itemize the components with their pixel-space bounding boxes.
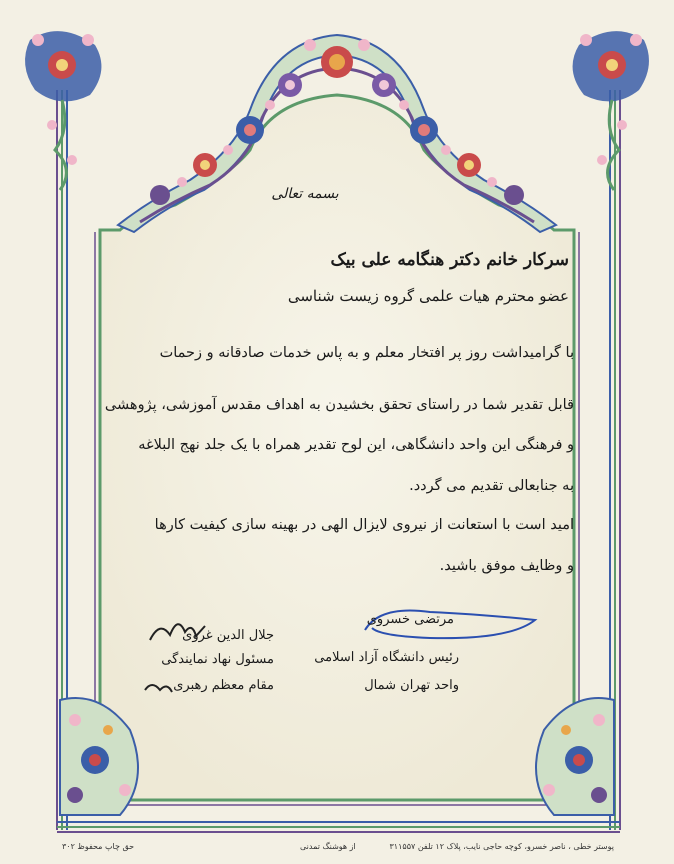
basmala-heading: بسمه تعالی [271, 186, 339, 202]
footer-artist: از هوشنگ تمدنی [300, 842, 356, 851]
left-signer-title-2: مقام معظم رهبری [173, 678, 274, 693]
body-line-1: با گرامیداشت روز پر افتخار معلم و به پاس خدمات صادقانه و زحمات [159, 345, 574, 361]
body-line-5: امید است با استعانت از نیروی لایزال الهی در بهینه سازی کیفیت کارها [154, 517, 574, 533]
left-signer-title-1: مسئول نهاد نمایندگی [161, 652, 274, 667]
recipient-name: سرکار خانم دکتر هنگامه علی بیک [330, 250, 569, 270]
footer-copyright: حق چاپ محفوظ ۳۰۲ [62, 842, 135, 851]
body-line-4: به جنابعالی تقدیم می گردد. [409, 478, 574, 494]
body-line-2: قابل تقدیر شما در راستای تحقق بخشیدن به اهداف مقدس آموزشی، پژوهشی [104, 397, 574, 413]
right-signer-name: مرتضی خسروی [366, 612, 454, 627]
recipient-role: عضو محترم هیات علمی گروه زیست شناسی [287, 287, 569, 305]
right-signer-title-2: واحد تهران شمال [364, 678, 459, 693]
body-line-6: و وظایف موفق باشید. [439, 558, 574, 574]
footer-printer-address: پوستر خطی ، ناصر خسرو، کوچه حاجی نایب، پلاک ۱۲ تلفن ۳۱۱۵۵۷ [389, 842, 614, 851]
left-signer-name: جلال الدین غروی [182, 628, 274, 643]
right-signer-title-1: رئیس دانشگاه آزاد اسلامی [314, 650, 459, 665]
body-line-3: و فرهنگی این واحد دانشگاهی، این لوح تقدیر همراه با یک جلد نهج البلاغه [138, 437, 574, 453]
